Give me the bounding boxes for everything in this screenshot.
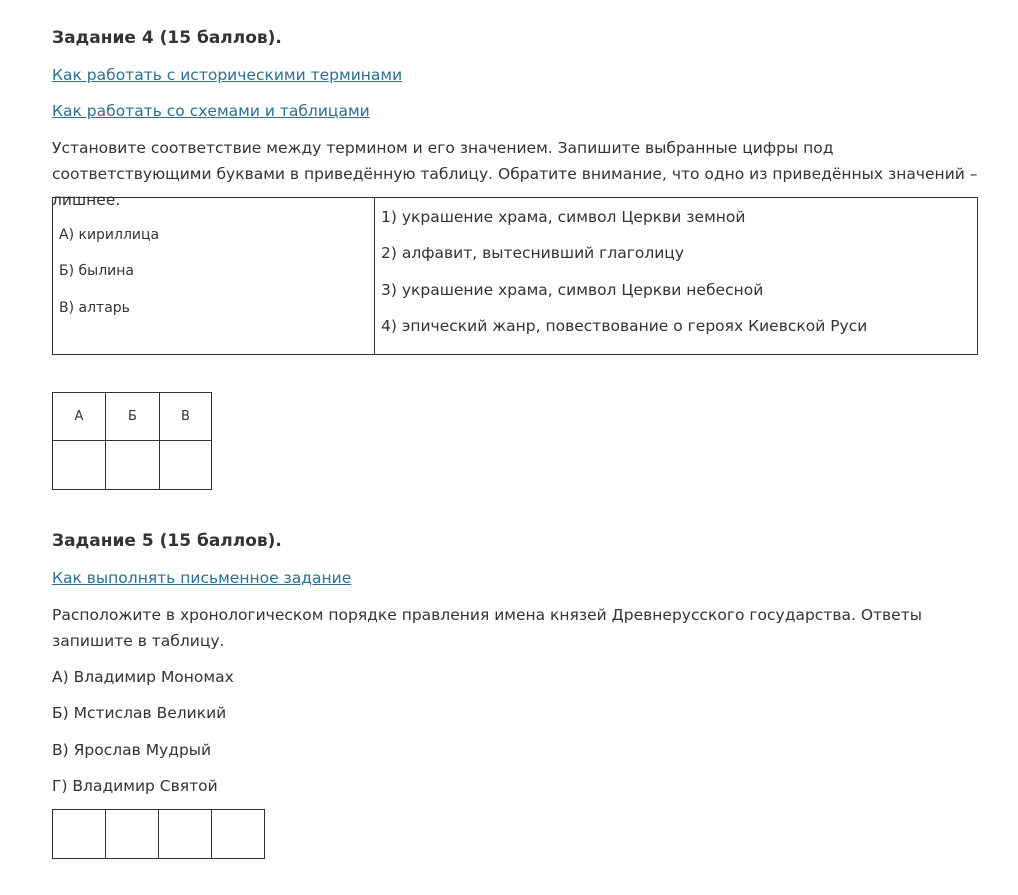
written-task-link[interactable]: Как выполнять письменное задание [52, 569, 352, 587]
term-item: В) алтарь [59, 300, 130, 316]
answer-cell-4[interactable] [212, 810, 265, 859]
answer-cell-1[interactable] [53, 810, 106, 859]
historical-terms-link[interactable]: Как работать с историческими терминами [52, 66, 403, 84]
prince-item: Г) Владимир Святой [52, 777, 218, 795]
matching-table-divider [374, 198, 375, 354]
task4-instruction: Установите соответствие между термином и его значением. Запишите выбранные цифры под соответствующими буквами в приведённую таблицу. Обратите внимание, что одно из приведённых значений – лишнее. [52, 139, 978, 209]
term-item: Б) былина [59, 263, 134, 279]
task4-title: Задание 4 (15 баллов). [52, 28, 282, 48]
answer-cell-v[interactable] [160, 441, 212, 490]
task5-title: Задание 5 (15 баллов). [52, 531, 282, 551]
answer-cell-b[interactable] [106, 441, 160, 490]
meaning-item: 3) украшение храма, символ Церкви небесной [381, 281, 764, 299]
prince-item: Б) Мстислав Великий [52, 704, 227, 722]
answer-cell-2[interactable] [106, 810, 159, 859]
meaning-item: 2) алфавит, вытеснивший глаголицу [381, 244, 685, 262]
prince-item: В) Ярослав Мудрый [52, 741, 212, 759]
matching-table [52, 197, 978, 355]
task5-instruction: Расположите в хронологическом порядке правления имена князей Древнерусского государства. Ответы запишите в таблицу. [52, 606, 922, 650]
meaning-item: 1) украшение храма, символ Церкви земной [381, 208, 746, 226]
task5-answer-table [52, 809, 265, 859]
answer-cell-3[interactable] [159, 810, 212, 859]
prince-item: А) Владимир Мономах [52, 668, 234, 686]
meaning-item: 4) эпический жанр, повествование о героях Киевской Руси [381, 317, 868, 335]
answer-cell-a[interactable] [53, 441, 106, 490]
schemes-tables-link[interactable]: Как работать со схемами и таблицами [52, 102, 370, 120]
answer-header-v: В [160, 393, 212, 441]
task4-answer-table [52, 392, 212, 490]
answer-header-a: А [53, 393, 106, 441]
answer-header-b: Б [106, 393, 160, 441]
term-item: А) кириллица [59, 227, 160, 243]
